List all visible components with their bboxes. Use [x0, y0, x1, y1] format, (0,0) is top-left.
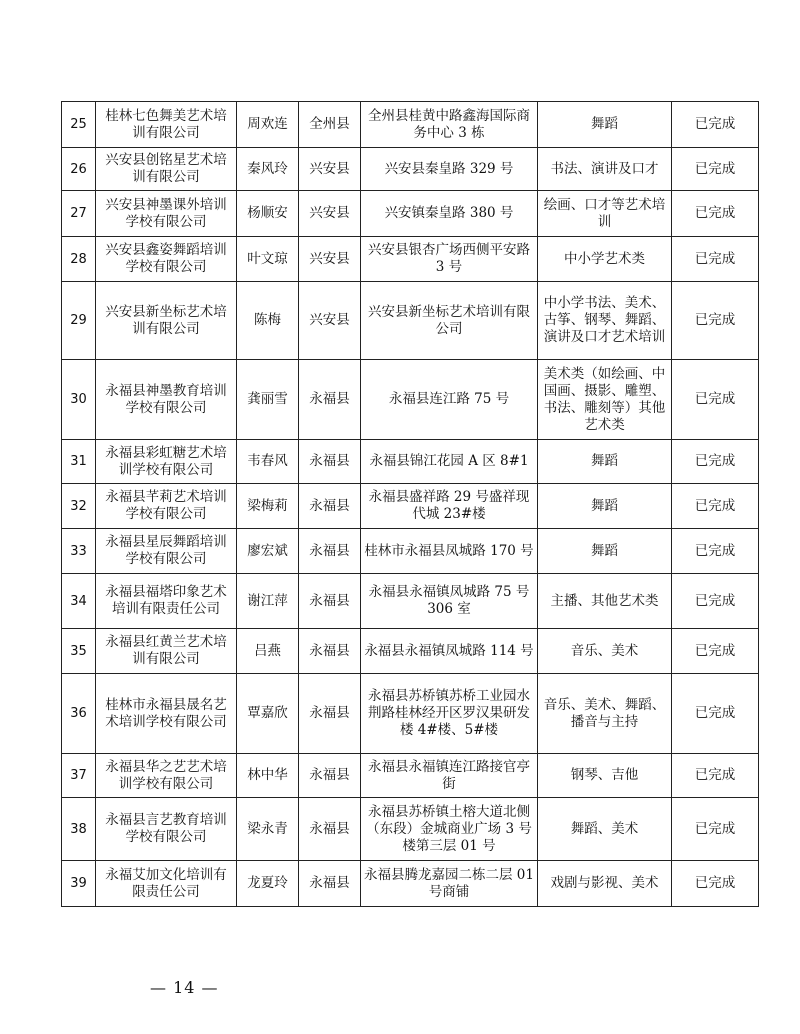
table-row [62, 440, 759, 484]
training-category-cell: 舞蹈、美术 [538, 798, 672, 861]
legal-representative-cell: 林中华 [237, 754, 299, 798]
table-row [62, 574, 759, 629]
training-institutions-table [61, 101, 759, 907]
address-cell: 永福县苏桥镇土榕大道北侧（东段）金城商业广场 3 号楼第三层 01 号 [361, 798, 538, 861]
status-cell: 已完成 [672, 861, 759, 907]
county-cell: 永福县 [299, 529, 361, 574]
status-cell: 已完成 [672, 674, 759, 754]
status-cell: 已完成 [672, 148, 759, 191]
institution-name-cell: 兴安县神墨课外培训学校有限公司 [96, 191, 237, 237]
legal-representative-cell: 叶文琼 [237, 237, 299, 282]
legal-representative-cell: 周欢连 [237, 102, 299, 148]
county-cell: 兴安县 [299, 148, 361, 191]
training-category-cell: 钢琴、吉他 [538, 754, 672, 798]
table-row [62, 529, 759, 574]
training-category-cell: 绘画、口才等艺术培训 [538, 191, 672, 237]
training-category-cell: 舞蹈 [538, 529, 672, 574]
training-category-cell: 舞蹈 [538, 102, 672, 148]
row-number-cell: 26 [62, 148, 96, 191]
legal-representative-cell: 龚丽雪 [237, 360, 299, 440]
legal-representative-cell: 覃嘉欣 [237, 674, 299, 754]
county-cell: 兴安县 [299, 282, 361, 360]
institution-name-cell: 永福县红黄兰艺术培训有限公司 [96, 629, 237, 674]
address-cell: 永福县连江路 75 号 [361, 360, 538, 440]
legal-representative-cell: 秦风玲 [237, 148, 299, 191]
institution-name-cell: 永福县星辰舞蹈培训学校有限公司 [96, 529, 237, 574]
row-number-cell: 39 [62, 861, 96, 907]
status-cell: 已完成 [672, 440, 759, 484]
county-cell: 永福县 [299, 798, 361, 861]
status-cell: 已完成 [672, 191, 759, 237]
status-cell: 已完成 [672, 237, 759, 282]
table-row [62, 484, 759, 529]
training-category-cell: 主播、其他艺术类 [538, 574, 672, 629]
status-cell: 已完成 [672, 282, 759, 360]
institution-name-cell: 永福县言艺教育培训学校有限公司 [96, 798, 237, 861]
legal-representative-cell: 谢江萍 [237, 574, 299, 629]
county-cell: 永福县 [299, 360, 361, 440]
row-number-cell: 33 [62, 529, 96, 574]
row-number-cell: 31 [62, 440, 96, 484]
status-cell: 已完成 [672, 629, 759, 674]
training-category-cell: 戏剧与影视、美术 [538, 861, 672, 907]
table-row [62, 237, 759, 282]
address-cell: 永福县永福镇凤城路 114 号 [361, 629, 538, 674]
table-row [62, 282, 759, 360]
table-row [62, 674, 759, 754]
county-cell: 兴安县 [299, 191, 361, 237]
address-cell: 永福县盛祥路 29 号盛祥现代城 23#楼 [361, 484, 538, 529]
row-number-cell: 27 [62, 191, 96, 237]
institution-name-cell: 永福县福塔印象艺术培训有限责任公司 [96, 574, 237, 629]
training-category-cell: 中小学艺术类 [538, 237, 672, 282]
institution-name-cell: 兴安县创铭星艺术培训有限公司 [96, 148, 237, 191]
table-row [62, 360, 759, 440]
legal-representative-cell: 梁永青 [237, 798, 299, 861]
institution-name-cell: 永福县芊莉艺术培训学校有限公司 [96, 484, 237, 529]
address-cell: 永福县腾龙嘉园二栋二层 01 号商铺 [361, 861, 538, 907]
status-cell: 已完成 [672, 574, 759, 629]
status-cell: 已完成 [672, 484, 759, 529]
institution-name-cell: 永福县神墨教育培训学校有限公司 [96, 360, 237, 440]
training-category-cell: 书法、演讲及口才 [538, 148, 672, 191]
county-cell: 永福县 [299, 629, 361, 674]
status-cell: 已完成 [672, 529, 759, 574]
institution-name-cell: 桂林七色舞美艺术培训有限公司 [96, 102, 237, 148]
institution-name-cell: 永福艾加文化培训有限责任公司 [96, 861, 237, 907]
status-cell: 已完成 [672, 754, 759, 798]
row-number-cell: 37 [62, 754, 96, 798]
legal-representative-cell: 韦春风 [237, 440, 299, 484]
address-cell: 桂林市永福县凤城路 170 号 [361, 529, 538, 574]
row-number-cell: 35 [62, 629, 96, 674]
row-number-cell: 34 [62, 574, 96, 629]
table-body [62, 102, 759, 907]
row-number-cell: 29 [62, 282, 96, 360]
legal-representative-cell: 吕燕 [237, 629, 299, 674]
table-row [62, 191, 759, 237]
training-category-cell: 音乐、美术 [538, 629, 672, 674]
address-cell: 兴安县银杏广场西侧平安路 3 号 [361, 237, 538, 282]
address-cell: 全州县桂黄中路鑫海国际商务中心 3 栋 [361, 102, 538, 148]
address-cell: 永福县苏桥镇苏桥工业园水荆路桂林经开区罗汉果研发楼 4#楼、5#楼 [361, 674, 538, 754]
legal-representative-cell: 陈梅 [237, 282, 299, 360]
legal-representative-cell: 梁梅莉 [237, 484, 299, 529]
table-row [62, 148, 759, 191]
row-number-cell: 32 [62, 484, 96, 529]
row-number-cell: 25 [62, 102, 96, 148]
address-cell: 永福县永福镇连江路接官亭街 [361, 754, 538, 798]
status-cell: 已完成 [672, 102, 759, 148]
county-cell: 兴安县 [299, 237, 361, 282]
row-number-cell: 38 [62, 798, 96, 861]
training-category-cell: 舞蹈 [538, 484, 672, 529]
row-number-cell: 30 [62, 360, 96, 440]
table-row [62, 861, 759, 907]
page-number: — 14 — [150, 978, 219, 997]
address-cell: 永福县锦江花园 A 区 8#1 [361, 440, 538, 484]
legal-representative-cell: 杨顺安 [237, 191, 299, 237]
county-cell: 永福县 [299, 484, 361, 529]
county-cell: 永福县 [299, 754, 361, 798]
institution-name-cell: 兴安县鑫姿舞蹈培训学校有限公司 [96, 237, 237, 282]
institution-name-cell: 永福县彩虹糖艺术培训学校有限公司 [96, 440, 237, 484]
legal-representative-cell: 廖宏斌 [237, 529, 299, 574]
training-category-cell: 音乐、美术、舞蹈、播音与主持 [538, 674, 672, 754]
address-cell: 兴安镇秦皇路 380 号 [361, 191, 538, 237]
institution-name-cell: 桂林市永福县晟名艺术培训学校有限公司 [96, 674, 237, 754]
county-cell: 永福县 [299, 861, 361, 907]
institution-name-cell: 永福县华之艺艺术培训学校有限公司 [96, 754, 237, 798]
table-row [62, 798, 759, 861]
table-row [62, 629, 759, 674]
row-number-cell: 36 [62, 674, 96, 754]
address-cell: 兴安县秦皇路 329 号 [361, 148, 538, 191]
table-row [62, 754, 759, 798]
county-cell: 永福县 [299, 574, 361, 629]
row-number-cell: 28 [62, 237, 96, 282]
legal-representative-cell: 龙夏玲 [237, 861, 299, 907]
table-row [62, 102, 759, 148]
county-cell: 永福县 [299, 674, 361, 754]
training-category-cell: 舞蹈 [538, 440, 672, 484]
training-category-cell: 中小学书法、美术、古筝、钢琴、舞蹈、演讲及口才艺术培训 [538, 282, 672, 360]
address-cell: 兴安县新坐标艺术培训有限公司 [361, 282, 538, 360]
institution-name-cell: 兴安县新坐标艺术培训有限公司 [96, 282, 237, 360]
address-cell: 永福县永福镇凤城路 75 号 306 室 [361, 574, 538, 629]
status-cell: 已完成 [672, 360, 759, 440]
county-cell: 永福县 [299, 440, 361, 484]
county-cell: 全州县 [299, 102, 361, 148]
training-category-cell: 美术类（如绘画、中国画、摄影、雕塑、书法、雕刻等）其他艺术类 [538, 360, 672, 440]
status-cell: 已完成 [672, 798, 759, 861]
